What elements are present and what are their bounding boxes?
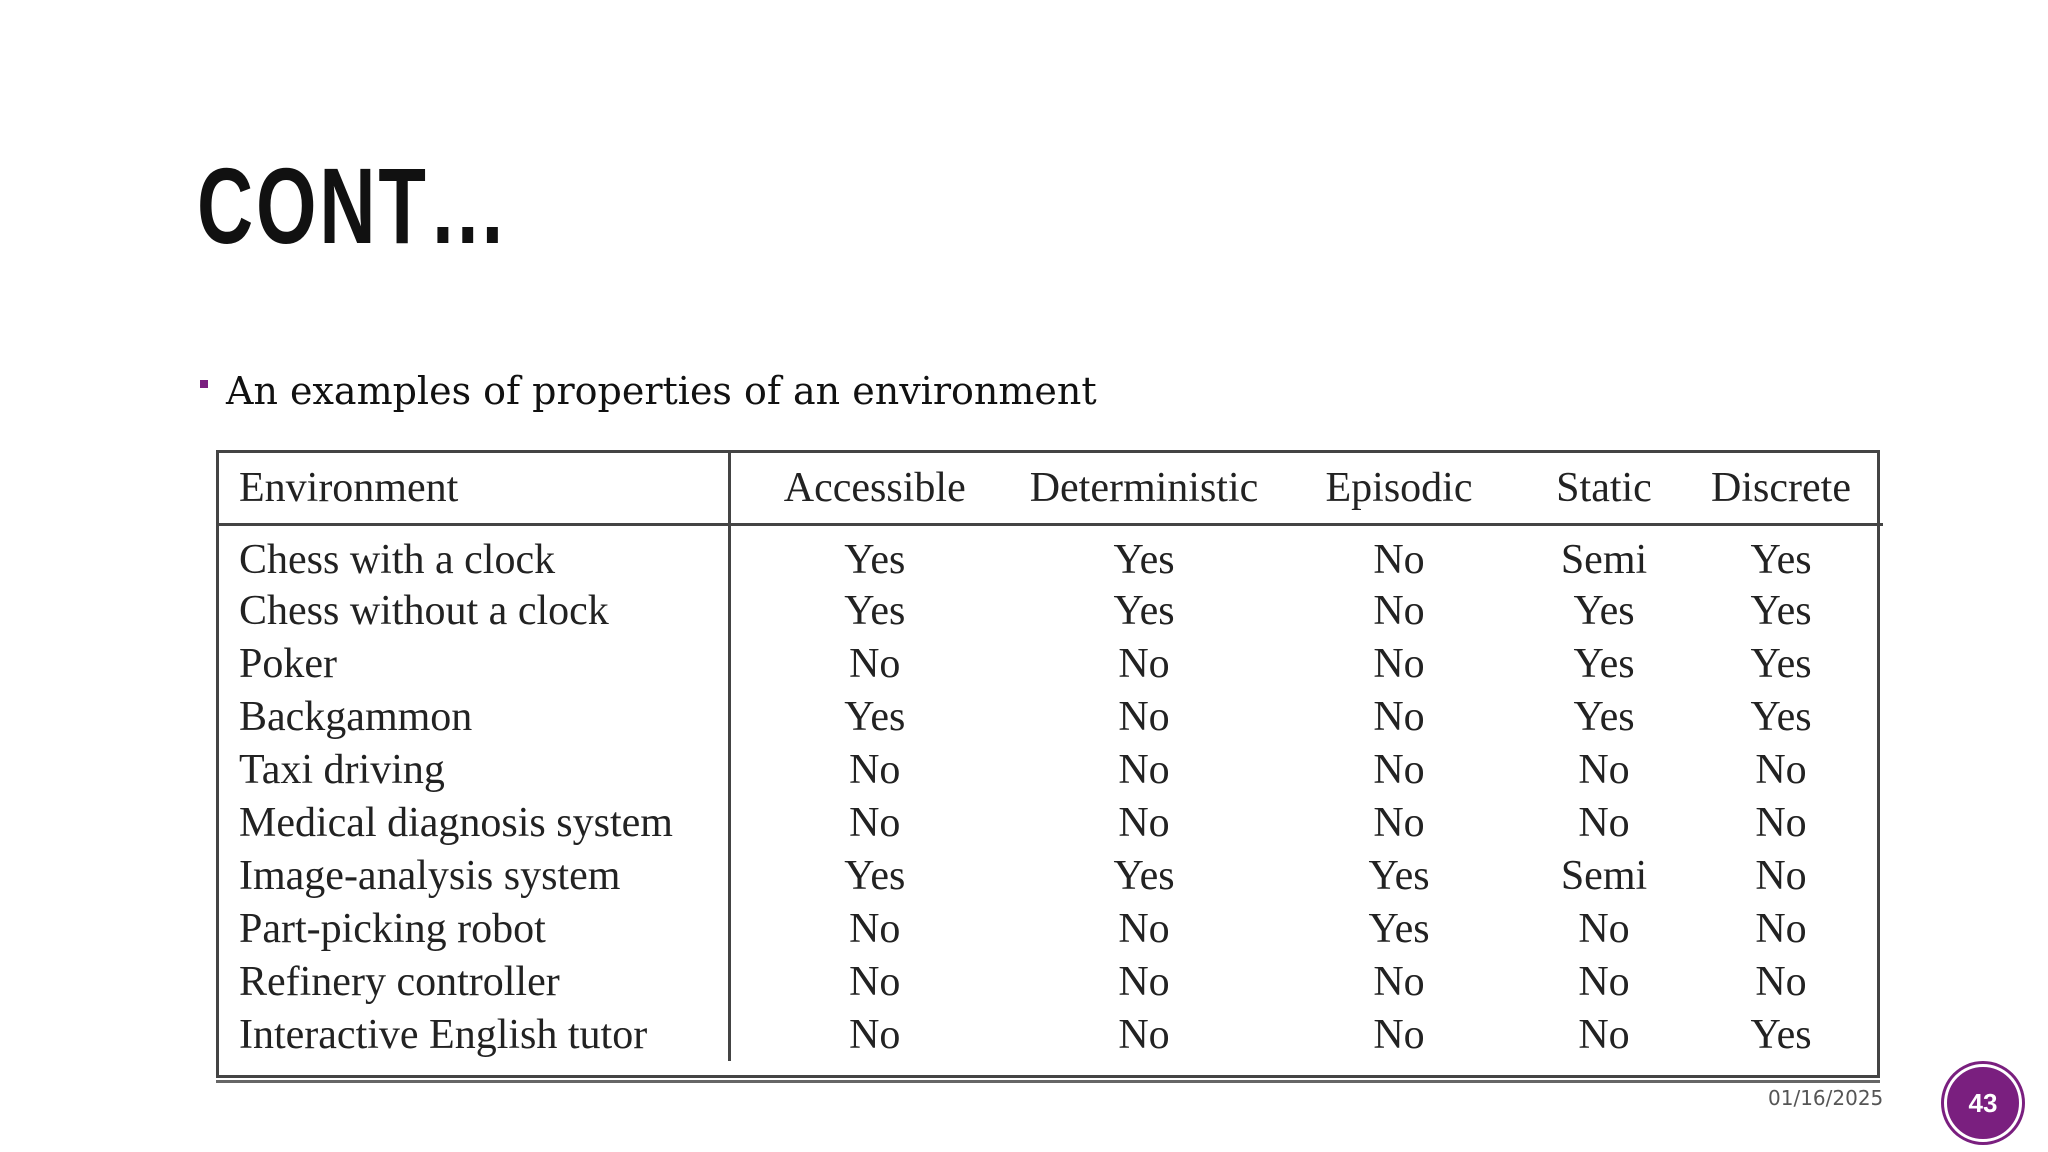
cell-accessible: No xyxy=(849,746,901,793)
cell-environment: Interactive English tutor xyxy=(219,1008,729,1061)
cell-static: Semi xyxy=(1560,852,1648,899)
cell-accessible: No xyxy=(849,799,901,846)
cell-accessible: Yes xyxy=(844,693,906,740)
cell-static: No xyxy=(1578,1011,1630,1058)
bullet-square-icon xyxy=(200,380,208,388)
table-row xyxy=(219,525,1883,585)
cell-accessible: No xyxy=(849,1011,901,1058)
cell-accessible: No xyxy=(849,958,901,1005)
cell-accessible: No xyxy=(849,640,901,687)
cell-static: No xyxy=(1578,905,1630,952)
cell-episodic: No xyxy=(1373,537,1425,583)
cell-deterministic: No xyxy=(1118,746,1170,793)
cell-static: No xyxy=(1578,958,1630,1005)
cell-discrete: Yes xyxy=(1750,587,1812,634)
slide-date: 01/16/2025 xyxy=(1768,1086,1884,1110)
cell-episodic: Yes xyxy=(1368,852,1430,899)
cell-deterministic: No xyxy=(1118,799,1170,846)
table-row xyxy=(219,902,1883,955)
cell-discrete: No xyxy=(1755,905,1807,952)
table-header-row xyxy=(219,453,1883,525)
cell-deterministic: No xyxy=(1118,693,1170,740)
cell-episodic: No xyxy=(1373,640,1425,687)
page-number-badge: 43 xyxy=(1944,1064,2022,1142)
cell-discrete: No xyxy=(1755,799,1807,846)
cell-deterministic: Yes xyxy=(1113,852,1175,899)
cell-episodic: No xyxy=(1373,587,1425,634)
cell-environment: Refinery controller xyxy=(219,955,729,1008)
cell-accessible: Yes xyxy=(844,587,906,634)
header-static: Static xyxy=(1529,453,1679,525)
cell-environment: Backgammon xyxy=(219,690,729,743)
table-row xyxy=(219,690,1883,743)
cell-deterministic: No xyxy=(1118,1011,1170,1058)
cell-deterministic: No xyxy=(1118,958,1170,1005)
header-discrete: Discrete xyxy=(1679,453,1883,525)
cell-static: Yes xyxy=(1573,587,1635,634)
table-row xyxy=(219,1008,1883,1061)
table-row xyxy=(219,743,1883,796)
cell-discrete: Yes xyxy=(1750,640,1812,687)
cell-deterministic: Yes xyxy=(1113,537,1175,583)
cell-discrete: Yes xyxy=(1750,693,1812,740)
slide-title: CONT… xyxy=(197,145,510,266)
cell-discrete: No xyxy=(1755,958,1807,1005)
cell-environment: Medical diagnosis system xyxy=(219,796,729,849)
cell-episodic: No xyxy=(1373,1011,1425,1058)
cell-accessible: No xyxy=(849,905,901,952)
cell-episodic: No xyxy=(1373,799,1425,846)
cell-static: Yes xyxy=(1573,640,1635,687)
cell-environment: Part-picking robot xyxy=(219,902,729,955)
cell-environment: Chess with a clock xyxy=(219,525,729,585)
cell-static: No xyxy=(1578,746,1630,793)
cell-accessible: Yes xyxy=(844,852,906,899)
cell-static: Semi xyxy=(1560,537,1648,583)
table-row xyxy=(219,584,1883,637)
cell-discrete: Yes xyxy=(1750,537,1812,583)
cell-static: No xyxy=(1578,799,1630,846)
cell-environment: Chess without a clock xyxy=(219,584,729,637)
cell-environment: Poker xyxy=(219,637,729,690)
bullet-text: An examples of properties of an environment xyxy=(226,369,1097,413)
cell-deterministic: No xyxy=(1118,640,1170,687)
header-accessible: Accessible xyxy=(729,453,1019,525)
cell-episodic: No xyxy=(1373,746,1425,793)
cell-deterministic: No xyxy=(1118,905,1170,952)
cell-episodic: Yes xyxy=(1368,905,1430,952)
table-row xyxy=(219,637,1883,690)
cell-deterministic: Yes xyxy=(1113,587,1175,634)
table-row xyxy=(219,849,1883,902)
header-environment: Environment xyxy=(219,453,729,525)
bullet-item xyxy=(200,366,1097,416)
cell-discrete: No xyxy=(1755,852,1807,899)
header-episodic: Episodic xyxy=(1269,453,1529,525)
header-deterministic: Deterministic xyxy=(1019,453,1269,525)
cell-accessible: Yes xyxy=(844,537,906,583)
cell-static: Yes xyxy=(1573,693,1635,740)
cell-environment: Taxi driving xyxy=(219,743,729,796)
table-row xyxy=(219,955,1883,1008)
environment-properties-table xyxy=(216,450,1880,1078)
cell-episodic: No xyxy=(1373,958,1425,1005)
table-bottom-rule xyxy=(216,1080,1880,1083)
cell-discrete: Yes xyxy=(1750,1011,1812,1058)
cell-discrete: No xyxy=(1755,746,1807,793)
cell-episodic: No xyxy=(1373,693,1425,740)
table-row xyxy=(219,796,1883,849)
cell-environment: Image-analysis system xyxy=(219,849,729,902)
